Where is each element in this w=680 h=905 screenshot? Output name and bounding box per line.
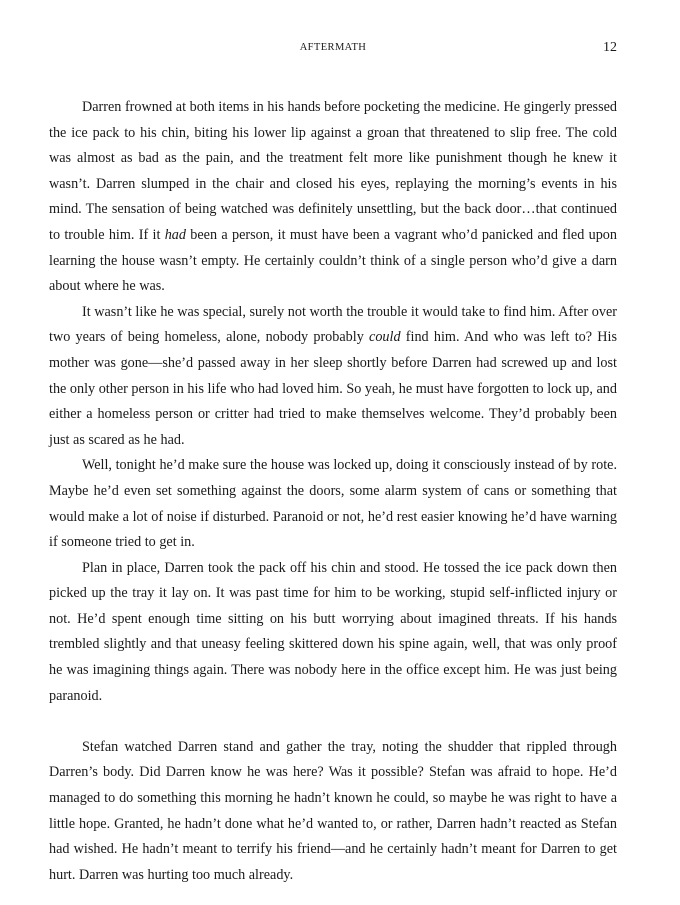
text-segment: been a person, it must have been a vagrant who’d panicked and fled upon learning the house wasn’t empty. He certainly couldn’t think of a single person who’d give a darn about where he was.: [49, 226, 617, 295]
text-segment: Darren frowned at both items in his hands before pocketing the medicine. He gingerly pressed the ice pack to his chin, biting his lower lip against a groan that threatened to slip free. The cold was almost as bad as the pain, and the treatment felt more like punishment though he knew it wasn’t. Darren slumped in the chair and closed his eyes, replaying the morning’s events in his mind. The sensation of being watched was definitely unsettling, but the back door…that continued to trouble him. If it: [49, 99, 617, 243]
text-segment: It wasn’t like he was special, surely not worth the trouble it would take to find him. After over two years of being homeless, alone, nobody probably: [49, 303, 617, 346]
text-segment: Plan in place, Darren took the pack off his chin and stood. He tossed the ice pack down then picked up the tray it lay on. It was past time for him to be working, stupid self-inflicted injury or not. He’d spent enough time sitting on his butt worrying about imagined threats. If his hands trembled slightly and that uneasy feeling skittered down his spine again, well, that was only proof he was imagining things again. There was nobody here in the office except him. He was just being paranoid.: [49, 559, 617, 704]
paragraph-after-scene-break: [49, 735, 617, 889]
paragraph: [49, 95, 617, 300]
text-segment: find him. And who was left to? His mother was gone—she’d passed away in her sleep shortly before Darren had screwed up and lost the only other person in his life who had loved him. So yeah, he must have forgotten to lock up, and either a homeless person or critter had tried to make themselves welcome. They’d probably been just as scared as he had.: [49, 329, 617, 448]
text-segment: Well, tonight he’d make sure the house was locked up, doing it consciously instead of by rote. Maybe he’d even set something against the doors, some alarm system of cans or something that would make a lot of noise if disturbed. Paranoid or not, he’d rest easier knowing he’d have warning if someone tried to get in.: [49, 457, 617, 551]
running-title: AFTERMATH: [299, 42, 367, 53]
paragraph: [49, 300, 617, 454]
page-header: [49, 40, 617, 60]
italic-emphasis: had: [164, 226, 186, 243]
text-segment: Stefan watched Darren stand and gather the tray, noting the shudder that rippled through Darren’s body. Did Darren know he was here? Was it possible? Stefan was afraid to hope. He’d managed to do something this morning he hadn’t known he could, so maybe he was right to have a little hope. Granted, he hadn’t done what he’d wanted to, or rather, Darren hadn’t reacted as Stefan had wished. He hadn’t meant to terrify his friend—and he certainly hadn’t meant for Darren to get hurt. Darren was hurting too much already.: [49, 738, 617, 883]
body-text: [49, 95, 617, 888]
paragraph: [49, 556, 617, 710]
italic-emphasis: could: [369, 329, 401, 346]
paragraph: [49, 453, 617, 555]
page-number: 12: [603, 40, 617, 55]
